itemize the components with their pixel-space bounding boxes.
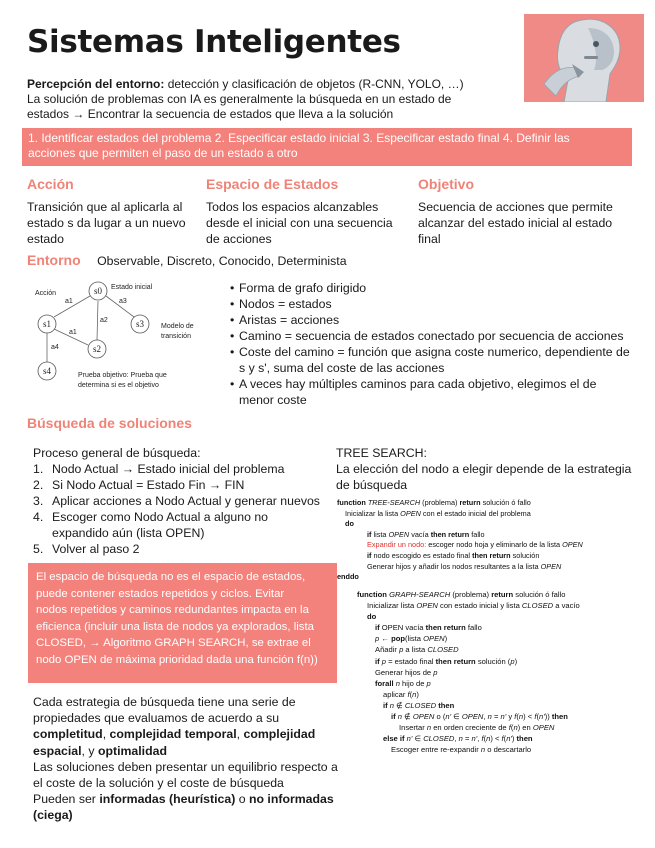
col-objetivo <box>418 176 638 247</box>
node-label-s4: s4 <box>42 366 52 376</box>
edge-label-a4: a4 <box>51 344 59 351</box>
graph-bullet: • Nodos = estados <box>239 296 634 312</box>
objetivo-line: Secuencia de acciones que permite <box>418 200 613 214</box>
edge-label-a1: a1 <box>65 298 73 305</box>
graph-search-pseudocode: function GRAPH-SEARCH (problema) return solución ó fallo Inicializar lista OPEN con estado inicial y lista CLOSED a vacío do if OPEN vacía then return fallo p ← pop(lista OPEN) Añadir p a lista CLOSED if p = estado final then return solución (p) Generar hijos de p forall n hijo de p aplicar f(n) if n ∉ CLOSED then if n ∉ OPEN o (n' ∈ OPEN, n = n' y f(n) < f(n')) then Insertar n en orden creciente de f(n) en OPEN else if n' ∈ CLOSED, n = n', f(n) < f(n') then Escoger entre re-expandir n o descartarlo <box>357 590 580 755</box>
node-label-s1: s1 <box>42 319 52 329</box>
steps-line-1: 1. Identificar estados del problema 2. Especificar estado inicial 3. Especificar estado final 4. Definir las <box>28 131 570 145</box>
proceso-step: 4. Escoger como Nodo Actual a alguno no expandido aún (lista OPEN) <box>33 510 269 540</box>
graph-bullet: • Aristas = acciones <box>239 312 634 328</box>
intro-line-3: estados → Encontrar la secuencia de estados que lleva a la solución <box>27 107 394 121</box>
accion-line: estado s da lugar a un nuevo <box>27 216 186 230</box>
node-label-s0: s0 <box>93 286 103 296</box>
o-text: o <box>235 792 249 807</box>
prop-temporal: complejidad temporal <box>109 727 237 742</box>
proceso-title: Proceso general de búsqueda: <box>33 446 201 460</box>
props-line-1: Cada estrategia de búsqueda tiene una serie de <box>33 695 296 709</box>
propiedades-text: Cada estrategia de búsqueda tiene una serie de propiedades que evaluamos de acuerdo a su completitud, complejidad temporal, complejidad espacial, y optimalidad Las soluciones deben presentar un equilibrio respecto a el coste de la solución y el coste de búsqueda Pueden ser informadas (heurística) o no informadas (ciega) <box>33 694 343 824</box>
box-line: nodo OPEN de máxima prioridad dada una función f(n)) <box>36 653 318 666</box>
graph-label-prueba-1: Prueba objetivo: Prueba que <box>78 372 167 379</box>
graph-bullets <box>229 280 634 408</box>
busqueda-heading: Búsqueda de soluciones <box>27 415 192 431</box>
graph-bullet: • Camino = secuencia de estados conectado por secuencia de acciones <box>239 328 634 344</box>
tree-search-pseudocode: function TREE-SEARCH (problema) return solución ó fallo Inicializar la lista OPEN con el estado inicial del problema do if lista OPEN vacía then return fallo Expandir un nodo: escoger nodo hoja y eliminarlo de la lista OPEN if nodo escogido es estado final then return solución Generar hijos y añadir los nodos resultantes a la lista OPEN enddo <box>337 498 583 582</box>
problem-steps-box <box>22 128 632 166</box>
accion-line: Transición que al aplicarla al <box>27 200 183 214</box>
espacio-line: desde el inicial con una secuencia <box>206 216 393 230</box>
entorno-heading: Entorno <box>27 252 81 268</box>
graph-label-modelo-2: transición <box>161 333 191 340</box>
box-line: nodos repetidos y caminos redundantes impacta en la <box>36 604 309 616</box>
no-informadas: no informadas <box>248 792 334 807</box>
proceso-step: 3. Aplicar acciones a Nodo Actual y generar nuevos <box>33 494 320 508</box>
entorno-row <box>27 252 347 270</box>
pueden-ser: Pueden ser <box>33 792 100 807</box>
espacio-line: Todos los espacios alcanzables <box>206 200 379 214</box>
node-label-s2: s2 <box>92 344 102 354</box>
percepcion-text: detección y clasificación de objetos (R-CNN, YOLO, …) <box>164 77 464 91</box>
equilibrio-2: el coste de la solución y el coste de búsqueda <box>33 776 284 791</box>
col-accion <box>27 176 197 247</box>
graph-label-accion: Acción <box>35 290 57 297</box>
prop-espacial-b: espacial <box>33 743 82 758</box>
state-graph-diagram <box>27 278 227 396</box>
edge-label-a1b: a1 <box>69 329 77 336</box>
edge-label-a3: a3 <box>119 298 127 305</box>
objetivo-line: final <box>418 232 441 246</box>
tree-search-title: TREE SEARCH: <box>336 446 427 460</box>
robot-illustration <box>524 14 644 102</box>
espacio-heading: Espacio de Estados <box>206 176 339 192</box>
graph-label-inicial: Estado inicial <box>111 284 153 291</box>
prop-completitud: completitud <box>33 727 103 742</box>
box-line: El espacio de búsqueda no es el espacio de estados, <box>36 571 306 583</box>
tree-search-desc-2: de búsqueda <box>336 478 408 492</box>
box-line: eficienca (incluir una lista de nodos ya explorados, lista <box>36 620 314 633</box>
steps-line-2: acciones que permiten el paso de un estado a otro <box>28 146 298 160</box>
tree-search-desc-1: La elección del nodo a elegir depende de la estrategia <box>336 462 632 476</box>
proceso-busqueda <box>33 445 328 557</box>
entorno-text: Observable, Discreto, Conocido, Determinista <box>97 254 347 268</box>
box-line: CLOSED, → Algoritmo GRAPH SEARCH, se extrae el <box>36 637 311 649</box>
espacio-line: de acciones <box>206 232 272 246</box>
informadas: informadas (heurística) <box>99 792 236 807</box>
col-espacio-estados <box>206 176 406 247</box>
graph-label-prueba-2: determina si es el objetivo <box>78 382 159 389</box>
proceso-step: 1. Nodo Actual → Estado inicial del problema <box>33 462 285 476</box>
accion-line: estado <box>27 232 64 246</box>
graph-bullet: • A veces hay múltiples caminos para cada objetivo, elegimos el de menor coste <box>239 376 634 408</box>
proceso-step: 5. Volver al paso 2 <box>33 542 140 556</box>
page-title: Sistemas Inteligentes <box>27 24 401 60</box>
props-line-2: propiedades que evaluamos de acuerdo a su <box>33 711 280 726</box>
percepcion-label: Percepción del entorno: <box>27 77 165 91</box>
intro-text <box>27 77 517 122</box>
prop-optimalidad: optimalidad <box>97 743 167 758</box>
equilibrio-1: Las soluciones deben presentar un equilibrio respecto a <box>33 759 338 774</box>
accion-heading: Acción <box>27 176 74 192</box>
graph-label-modelo-1: Modelo de <box>161 323 194 330</box>
objetivo-heading: Objetivo <box>418 176 475 192</box>
ciega: (ciega) <box>33 808 73 823</box>
node-label-s3: s3 <box>135 319 145 329</box>
intro-line-2: La solución de problemas con IA es generalmente la búsqueda en un estado de <box>27 92 452 106</box>
proceso-step: 2. Si Nodo Actual = Estado Fin → FIN <box>33 478 245 492</box>
graph-bullet: • Coste del camino = función que asigna coste numerico, dependiente de s y s', suma del coste de las acciones <box>239 344 634 376</box>
edge-label-a2: a2 <box>100 317 108 324</box>
graph-bullet: • Forma de grafo dirigido <box>239 280 634 296</box>
tree-search-desc <box>336 445 636 493</box>
objetivo-line: alcanzar del estado inicial al estado <box>418 216 613 230</box>
box-line: puede contener estados repetidos y ciclos. Evitar <box>36 587 285 600</box>
espacio-busqueda-box <box>28 563 337 683</box>
prop-espacial-a: complejidad <box>243 727 316 742</box>
